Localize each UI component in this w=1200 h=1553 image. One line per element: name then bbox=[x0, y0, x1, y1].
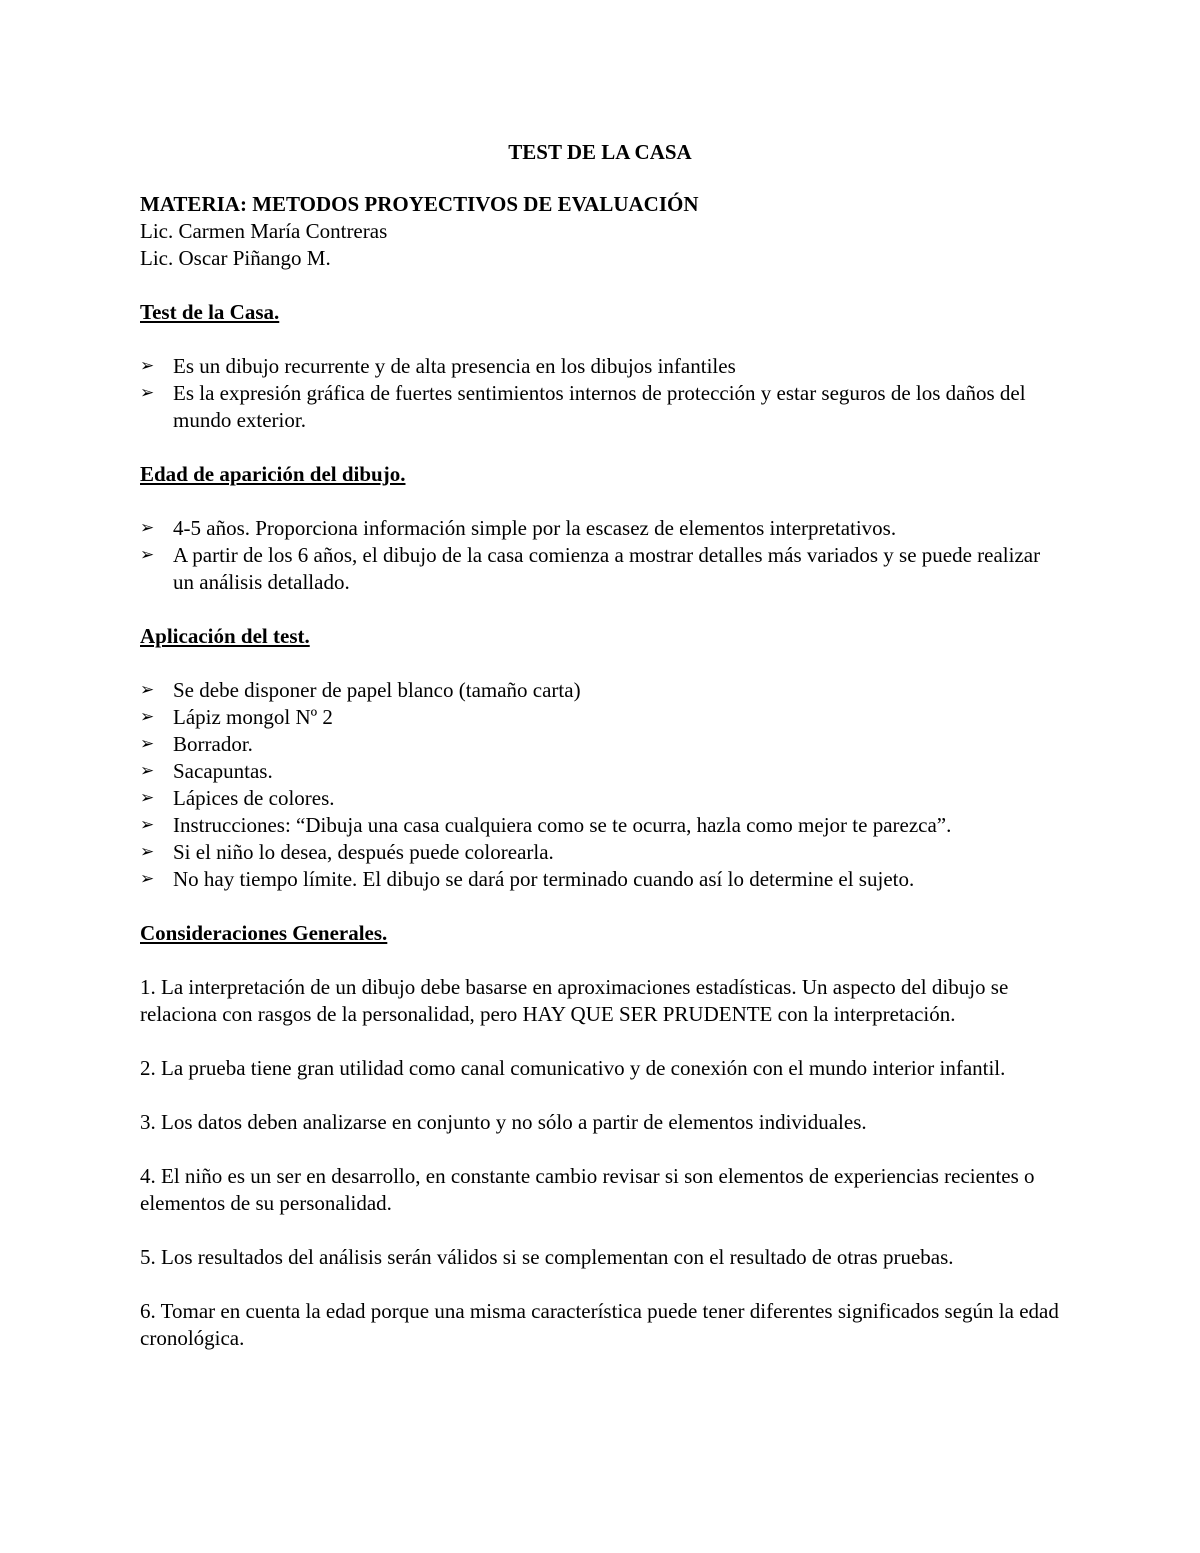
subject-line: MATERIA: METODOS PROYECTIVOS DE EVALUACIÓN bbox=[140, 192, 699, 216]
consideracion-paragraph-3: 3. Los datos deben analizarse en conjunto y no sólo a partir de elementos individuales. bbox=[140, 1110, 867, 1134]
list-item: ➢ No hay tiempo límite. El dibujo se dará por terminado cuando así lo determine el sujeto. bbox=[140, 867, 915, 891]
bullet-list-test bbox=[140, 353, 1060, 434]
list-item: ➢ 4-5 años. Proporciona información simple por la escasez de elementos interpretativos. bbox=[140, 516, 897, 540]
consideracion-paragraph-1: 1. La interpretación de un dibujo debe basarse en aproximaciones estadísticas. Un aspecto del dibujo se relaciona con rasgos de la personalidad, pero HAY QUE SER PRUDENTE con la interpretación. bbox=[140, 975, 1009, 1026]
bullet-list-edad bbox=[140, 515, 1060, 596]
list-item: ➢ Es la expresión gráfica de fuertes sentimientos internos de protección y estar seguros de los daños del mundo exterior. bbox=[140, 381, 1026, 432]
heading-test-de-la-casa: Test de la Casa. bbox=[140, 300, 280, 324]
list-item: ➢ Se debe disponer de papel blanco (tamaño carta) bbox=[140, 678, 581, 702]
author-1: Lic. Carmen María Contreras bbox=[140, 219, 388, 243]
author-2: Lic. Oscar Piñango M. bbox=[140, 246, 331, 270]
consideracion-paragraph-4: 4. El niño es un ser en desarrollo, en constante cambio revisar si son elementos de experiencias recientes o elementos de su personalidad. bbox=[140, 1164, 1035, 1215]
arrow-bullet-icon: ➢ bbox=[140, 761, 155, 781]
heading-aplicacion-test: Aplicación del test. bbox=[140, 624, 310, 648]
list-item: ➢ Lápices de colores. bbox=[140, 786, 335, 810]
arrow-bullet-icon: ➢ bbox=[140, 680, 155, 700]
arrow-bullet-icon: ➢ bbox=[140, 707, 155, 727]
consideracion-paragraph-2: 2. La prueba tiene gran utilidad como canal comunicativo y de conexión con el mundo interior infantil. bbox=[140, 1056, 1006, 1080]
list-item: ➢ Sacapuntas. bbox=[140, 759, 273, 783]
arrow-bullet-icon: ➢ bbox=[140, 842, 155, 862]
arrow-bullet-icon: ➢ bbox=[140, 356, 155, 376]
list-item: ➢ A partir de los 6 años, el dibujo de la casa comienza a mostrar detalles más variados y se puede realizar un análisis detallado. bbox=[140, 543, 1041, 594]
consideracion-paragraph-6: 6. Tomar en cuenta la edad porque una misma característica puede tener diferentes significados según la edad cronológica. bbox=[140, 1299, 1059, 1350]
arrow-bullet-icon: ➢ bbox=[140, 815, 155, 835]
bullet-list-aplicacion bbox=[140, 677, 1060, 893]
list-item: ➢ Lápiz mongol Nº 2 bbox=[140, 705, 333, 729]
arrow-bullet-icon: ➢ bbox=[140, 518, 155, 538]
arrow-bullet-icon: ➢ bbox=[140, 383, 155, 403]
document-title: TEST DE LA CASA bbox=[508, 140, 692, 164]
arrow-bullet-icon: ➢ bbox=[140, 545, 155, 565]
heading-edad-aparicion: Edad de aparición del dibujo. bbox=[140, 462, 406, 486]
list-item: ➢ Es un dibujo recurrente y de alta presencia en los dibujos infantiles bbox=[140, 354, 736, 378]
list-item: ➢ Instrucciones: “Dibuja una casa cualquiera como se te ocurra, hazla como mejor te parezca”. bbox=[140, 813, 952, 837]
arrow-bullet-icon: ➢ bbox=[140, 869, 155, 889]
arrow-bullet-icon: ➢ bbox=[140, 788, 155, 808]
heading-consideraciones: Consideraciones Generales. bbox=[140, 921, 388, 945]
document-page bbox=[140, 139, 1060, 1379]
list-item: ➢ Si el niño lo desea, después puede colorearla. bbox=[140, 840, 554, 864]
arrow-bullet-icon: ➢ bbox=[140, 734, 155, 754]
list-item: ➢ Borrador. bbox=[140, 732, 253, 756]
consideracion-paragraph-5: 5. Los resultados del análisis serán válidos si se complementan con el resultado de otras pruebas. bbox=[140, 1245, 954, 1269]
